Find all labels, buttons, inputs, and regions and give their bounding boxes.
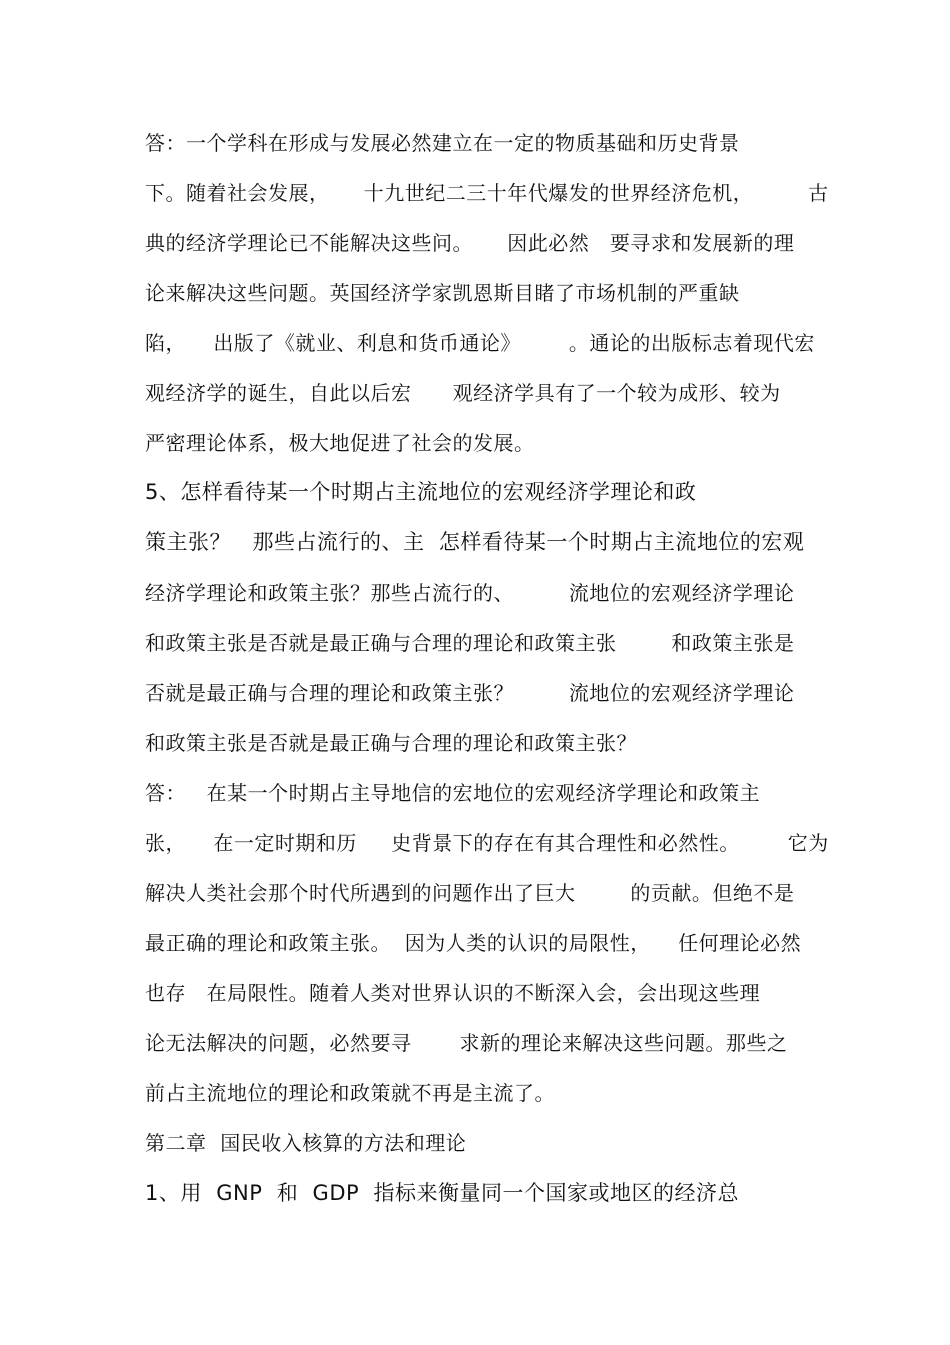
text-line: 论无法解决的问题，必然要寻 求新的理论来解决这些问题。那些之 — [145, 1031, 788, 1055]
text-line: 论来解决这些问题。英国经济学家凯恩斯目睹了市场机制的严重缺 — [145, 281, 740, 305]
text-line: 解决人类社会那个时代所遇到的问题作出了巨大 的贡献。但绝不是 — [145, 881, 795, 905]
text-line: 经济学理论和政策主张？那些占流行的、 流地位的宏观经济学理论 — [145, 581, 795, 605]
question-heading: 1、用 GNP 和 GDP 指标来衡量同一个国家或地区的经济总 — [145, 1181, 740, 1205]
question-heading: 5、怎样看待某一个时期占主流地位的宏观经济学理论和政 — [145, 480, 697, 504]
text-line: 前占主流地位的理论和政策就不再是主流了。 — [145, 1081, 555, 1105]
chapter-heading: 第二章 国民收入核算的方法和理论 — [145, 1131, 467, 1155]
answer-line: 答： 在某一个时期占主导地信的宏地位的宏观经济学理论和政策主 — [145, 781, 761, 805]
text-line: 观经济学的诞生，自此以后宏 观经济学具有了一个较为成形、较为 — [145, 381, 781, 405]
text-line: 答：一个学科在形成与发展必然建立在一定的物质基础和历史背景 — [145, 131, 740, 155]
text-line: 否就是最正确与合理的理论和政策主张？ 流地位的宏观经济学理论 — [145, 681, 795, 705]
text-line: 和政策主张是否就是最正确与合理的理论和政策主张？ — [145, 731, 637, 755]
text-line: 陷， 出版了《就业、利息和货币通论》 。通论的出版标志着现代宏 — [145, 331, 815, 355]
text-line: 严密理论体系，极大地促进了社会的发展。 — [145, 431, 535, 455]
text-line: 最正确的理论和政策主张。 因为人类的认识的局限性， 任何理论必然 — [145, 931, 802, 955]
text-line: 和政策主张是否就是最正确与合理的理论和政策主张 和政策主张是 — [145, 631, 795, 655]
text-line: 典的经济学理论已不能解决这些问。 因此必然 要寻求和发展新的理 — [145, 231, 795, 255]
text-line: 也存 在局限性。随着人类对世界认识的不断深入会，会出现这些理 — [145, 981, 761, 1005]
text-line: 张， 在一定时期和历 史背景下的存在有其合理性和必然性。 它为 — [145, 831, 829, 855]
text-line: 下。随着社会发展， 十九世纪二三十年代爆发的世界经济危机， 古 — [145, 181, 829, 205]
question-heading-cont: 策主张？ 那些占流行的、主 怎样看待某一个时期占主流地位的宏观 — [145, 530, 805, 554]
